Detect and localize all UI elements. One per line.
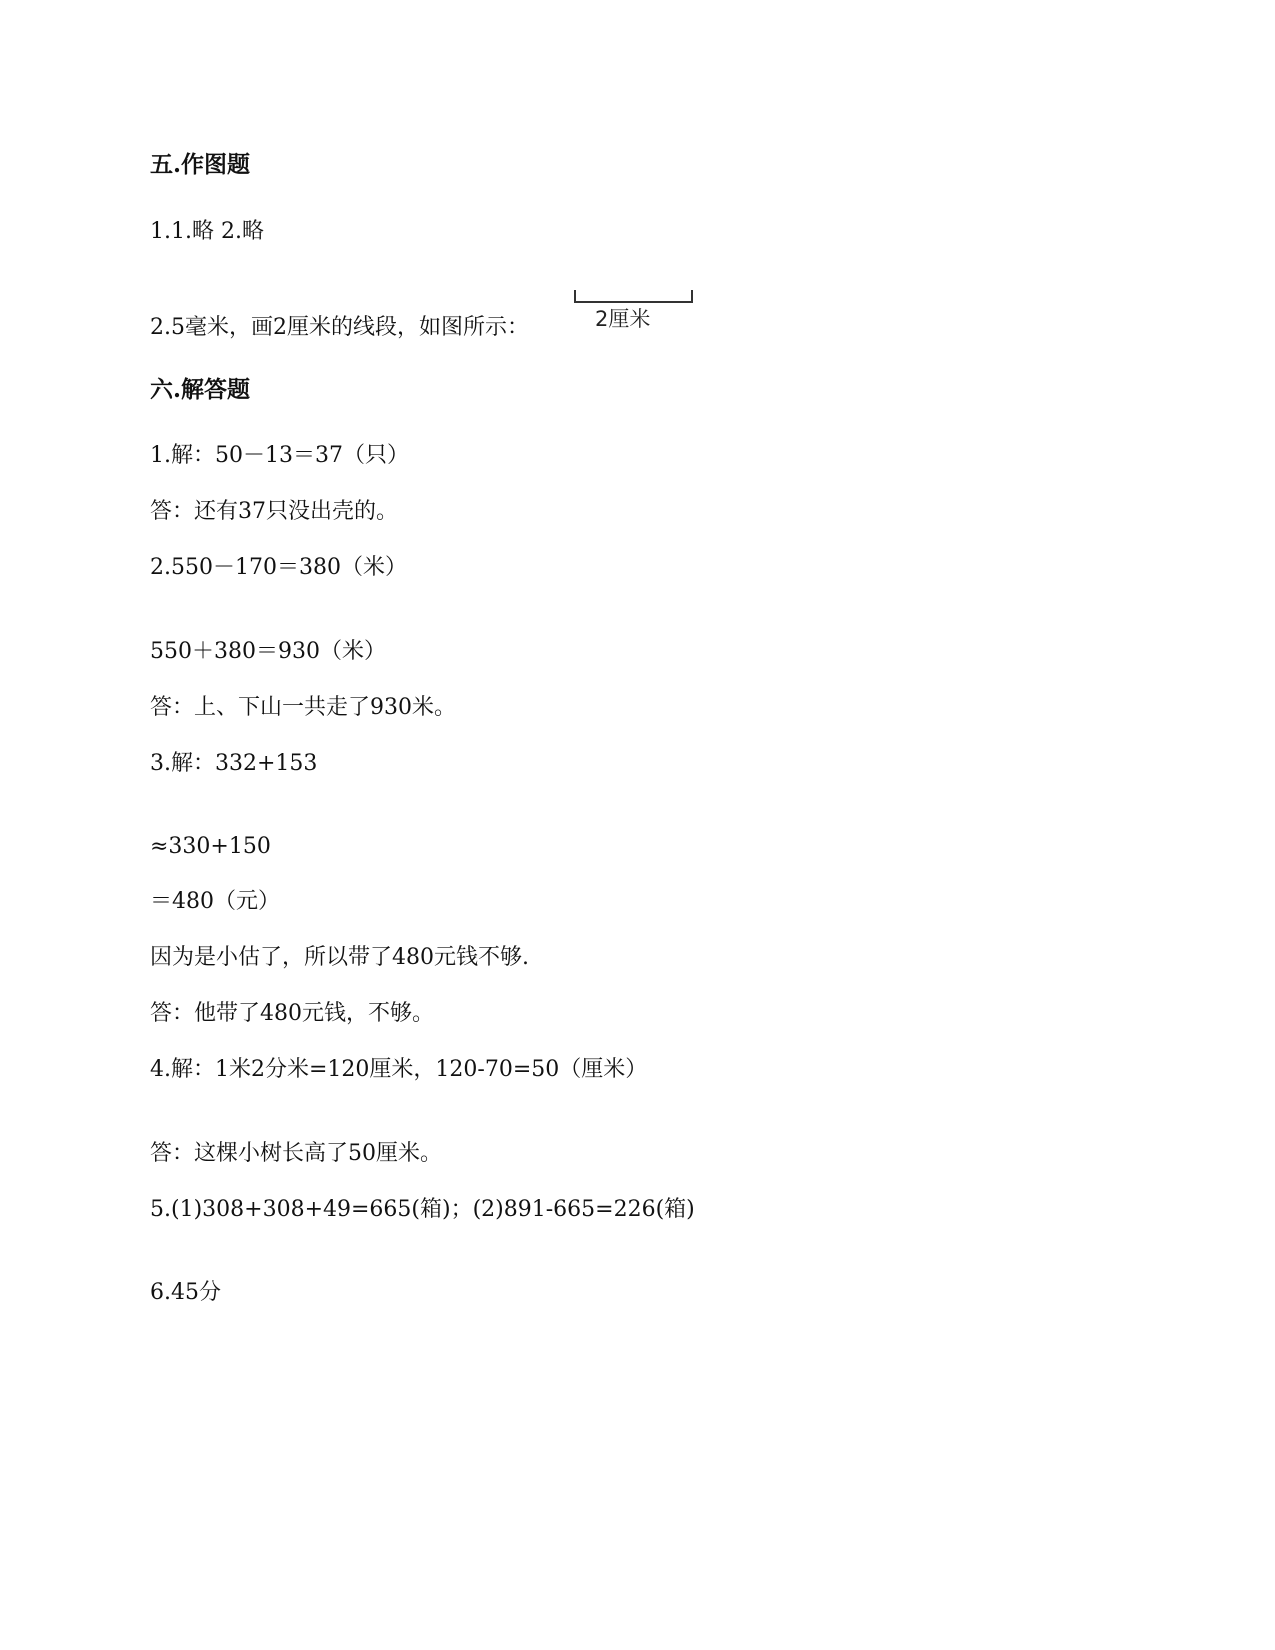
figure-label: 2厘米 <box>595 307 651 331</box>
section-six-heading: 六.解答题 <box>150 376 251 403</box>
answer-line: ＝480（元） <box>150 889 280 914</box>
answer-line: 因为是小估了，所以带了480元钱不够. <box>150 945 529 970</box>
answer-line: 1.1.略 2.略 <box>150 219 264 244</box>
section-five-heading: 五.作图题 <box>150 151 251 178</box>
answer-line: 6.45分 <box>150 1280 221 1305</box>
answer-line: 4.解：1米2分米=120厘米，120-70=50（厘米） <box>150 1057 648 1082</box>
answer-line: 答：上、下山一共走了930米。 <box>150 695 456 720</box>
answer-line: 2.550－170＝380（米） <box>150 555 407 580</box>
line-segment-figure <box>573 288 698 338</box>
answer-line: 答：他带了480元钱，不够。 <box>150 1001 434 1026</box>
answer-line: ≈330+150 <box>150 834 271 859</box>
answer-line: 550＋380＝930（米） <box>150 639 386 664</box>
answer-line: 1.解：50－13＝37（只） <box>150 443 409 468</box>
answer-line: 3.解：332+153 <box>150 751 318 776</box>
answer-line: 答：还有37只没出壳的。 <box>150 499 398 524</box>
answer-line: 答：这棵小树长高了50厘米。 <box>150 1141 442 1166</box>
answer-line: 2.5毫米，画2厘米的线段，如图所示： <box>150 315 529 340</box>
answer-line: 5.(1)308+308+49=665(箱)；(2)891-665=226(箱) <box>150 1197 695 1222</box>
